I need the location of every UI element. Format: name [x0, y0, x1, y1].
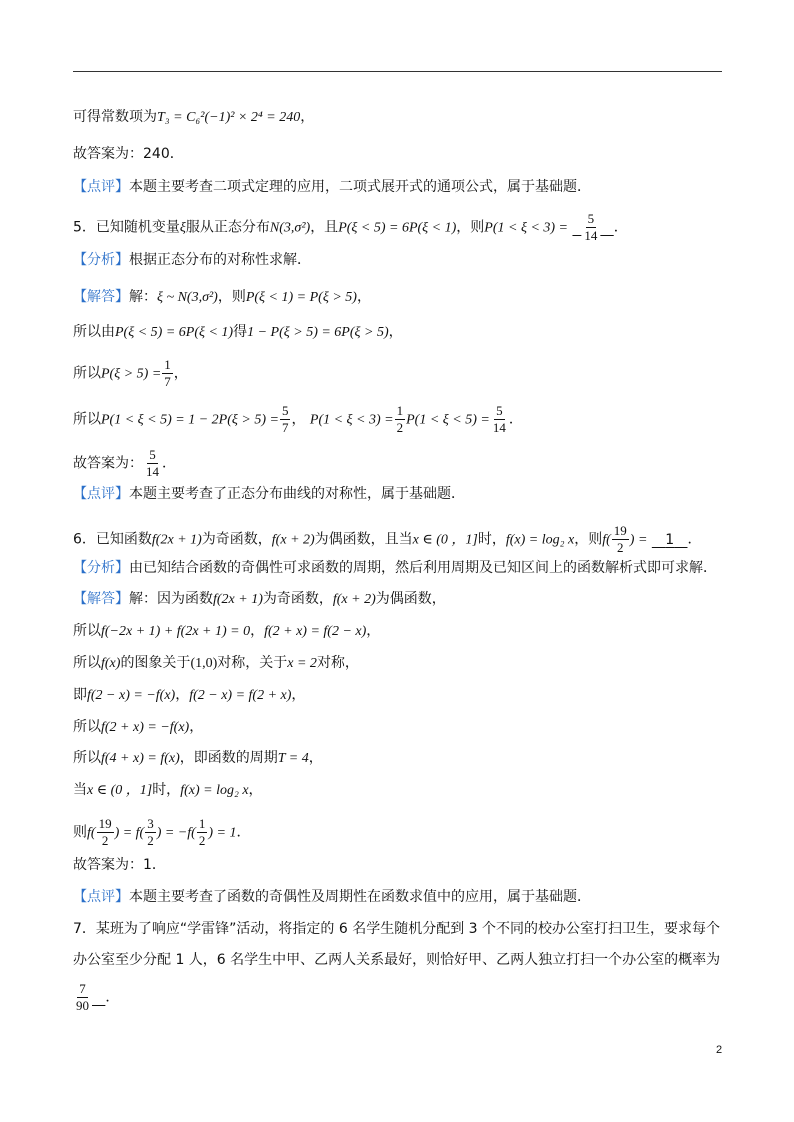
- solution-tag: 【解答】: [73, 289, 129, 305]
- text: 所以: [73, 719, 101, 735]
- text: 故答案为：: [73, 455, 143, 472]
- math-expression: f(2 + x) = −f(x): [101, 720, 190, 735]
- text: ，: [248, 782, 263, 798]
- question-text: 办公室至少分配 1 人，6 名学生中甲、乙两人关系最好，则恰好甲、乙两人独立打扫一个办公室的概率为: [73, 952, 721, 968]
- solution-line: [73, 288, 371, 307]
- text: ，则: [217, 289, 246, 305]
- comment-line: [73, 888, 591, 906]
- math-expression: P(ξ < 5) = 6P(ξ < 1): [115, 325, 234, 340]
- text: ，: [300, 109, 315, 125]
- math-expression: P(1 < ξ < 5) = 1 − 2P(ξ > 5) =: [101, 412, 279, 428]
- analysis-tag: 【分析】: [73, 252, 129, 268]
- text: 服从正态分布: [185, 219, 270, 236]
- denominator: 14: [492, 420, 506, 435]
- fraction: [280, 404, 291, 435]
- math-expression: ξ ~ N(3,σ²): [157, 290, 218, 305]
- solution-step: [73, 686, 305, 705]
- denominator: 7: [281, 420, 289, 435]
- answer-blank: [652, 531, 688, 549]
- math-expression: x = 2: [287, 656, 317, 671]
- question-7: [73, 920, 720, 938]
- math-expression: P(1 < ξ < 5) =: [406, 412, 490, 428]
- question-6: [73, 524, 701, 555]
- text: ，: [250, 623, 265, 639]
- math-expression: f(2 + x) = f(2 − x): [264, 624, 367, 639]
- fraction: [491, 404, 508, 435]
- text: 则: [73, 824, 87, 841]
- fraction: [197, 817, 208, 848]
- math-expression: f(x): [101, 656, 121, 671]
- solution-step: [73, 749, 323, 768]
- text: ，: [366, 623, 381, 639]
- text: ．: [105, 989, 120, 1006]
- math-expression: x ∈ (0 ，1]: [412, 532, 478, 548]
- analysis-text: 由已知结合函数的奇偶性可求函数的周期，然后利用周期及已知区间上的函数解析式即可求解．: [129, 560, 717, 576]
- numerator: 19: [613, 523, 627, 538]
- answer-text: 故答案为：1．: [73, 857, 166, 873]
- text: ，: [356, 289, 371, 305]
- denominator: 14: [146, 464, 159, 479]
- answer-value: 1: [665, 531, 675, 548]
- text: 可得常数项为: [73, 109, 157, 125]
- text: 所以: [73, 365, 101, 382]
- page-number: 2: [716, 1044, 723, 1056]
- text: 当: [73, 782, 87, 798]
- solution-step: [73, 404, 523, 435]
- fraction: [612, 524, 629, 555]
- math-expression: f(4 + x) = f(x): [101, 751, 180, 766]
- fraction: [582, 212, 599, 243]
- text: 为偶函数，: [375, 591, 446, 607]
- fraction: [395, 404, 406, 435]
- math-expression: (1,0): [190, 656, 218, 671]
- comment-tag: 【点评】: [73, 486, 129, 502]
- answer-blank: [572, 212, 613, 243]
- comment-line: [73, 485, 465, 503]
- text: 解：因为函数: [129, 591, 213, 607]
- comment-text: 本题主要考查了正态分布曲线的对称性，属于基础题．: [129, 486, 465, 502]
- fraction: [145, 817, 156, 848]
- numerator: 1: [396, 403, 404, 418]
- math-expression: f(2x + 1): [151, 532, 202, 548]
- answer-blank: [92, 989, 105, 1007]
- text: ，: [189, 719, 204, 735]
- text: ，: [308, 750, 323, 766]
- text: 时，: [477, 531, 506, 548]
- comment-text: 本题主要考查二项式定理的应用，二项式展开式的通项公式，属于基础题．: [129, 179, 591, 195]
- analysis-line: [73, 251, 311, 269]
- text: 6．已知函数: [73, 531, 152, 548]
- solution-step: [73, 654, 359, 673]
- math-symbol: ξ: [179, 220, 186, 236]
- fraction: [74, 982, 91, 1013]
- comment-text: 本题主要考查了函数的奇偶性及周期性在函数求值中的应用，属于基础题．: [129, 889, 591, 905]
- denominator: 90: [76, 998, 89, 1013]
- math-expression: ) =: [629, 532, 648, 548]
- answer-line: [73, 145, 184, 163]
- math-expression: f(x) = log₂ x: [180, 783, 249, 798]
- text: 所以: [73, 750, 101, 766]
- solution-step: [73, 718, 203, 737]
- comment-line: [73, 178, 591, 196]
- text: ．: [508, 411, 523, 428]
- text: 所以: [73, 623, 101, 639]
- numerator: 7: [79, 981, 86, 996]
- text: 所以: [73, 411, 101, 428]
- math-expression: ) = 1: [208, 825, 237, 841]
- solution-step: [73, 817, 250, 848]
- math-expression: P(1 < ξ < 3) =: [309, 412, 394, 428]
- math-expression: f(2x + 1): [213, 592, 263, 607]
- math-expression: T₃ = C₆²(−1)² × 2⁴ = 240: [157, 110, 301, 125]
- analysis-tag: 【分析】: [73, 560, 129, 576]
- fraction: [162, 358, 173, 389]
- text: 时，: [152, 782, 181, 798]
- math-expression: N(3,σ²): [269, 220, 311, 236]
- text: ，即函数的周期: [179, 750, 278, 766]
- text: ，: [291, 687, 306, 703]
- text: ，: [291, 411, 306, 428]
- text: ，: [388, 324, 403, 340]
- text: 对称，: [316, 655, 359, 671]
- text: ．: [687, 531, 702, 548]
- answer-line: [73, 856, 166, 874]
- math-expression: 1 − P(ξ > 5) = 6P(ξ > 5): [247, 325, 389, 340]
- text: 所以由: [73, 324, 115, 340]
- numerator: 19: [98, 816, 112, 831]
- text: 对称，关于: [217, 655, 288, 671]
- text: ，: [175, 687, 190, 703]
- numerator: 1: [198, 816, 206, 831]
- math-expression: x ∈ (0 ，1]: [87, 783, 153, 798]
- answer-text: 故答案为：240．: [73, 146, 184, 162]
- numerator: 5: [281, 403, 289, 418]
- denominator: 2: [617, 540, 624, 555]
- text: 解：: [129, 289, 157, 305]
- solution-step: [73, 323, 403, 342]
- line-constant-term: [73, 108, 314, 127]
- math-expression: f(: [87, 825, 96, 841]
- math-expression: ) = f(: [114, 825, 145, 841]
- text: ．: [162, 455, 176, 472]
- text: ，则: [456, 219, 485, 236]
- text: 即: [73, 687, 87, 703]
- math-expression: f(: [602, 532, 611, 548]
- text: 为奇函数，: [262, 591, 333, 607]
- denominator: 2: [396, 420, 404, 435]
- comment-tag: 【点评】: [73, 179, 129, 195]
- text: 5．已知随机变量: [73, 219, 180, 236]
- math-expression: f(x + 2): [271, 532, 315, 548]
- text: 的图象关于: [120, 655, 191, 671]
- math-expression: P(ξ < 1) = P(ξ > 5): [245, 290, 357, 305]
- denominator: 2: [198, 833, 206, 848]
- header-rule: [73, 71, 722, 72]
- comment-tag: 【点评】: [73, 889, 129, 905]
- math-expression: P(ξ < 5) = 6P(ξ < 1): [338, 220, 457, 236]
- numerator: 5: [587, 211, 595, 226]
- text: ．: [613, 219, 628, 236]
- denominator: 2: [147, 833, 154, 848]
- question-5: [73, 212, 628, 243]
- math-expression: P(ξ > 5) =: [101, 366, 162, 382]
- numerator: 3: [147, 816, 154, 831]
- text: 所以: [73, 655, 101, 671]
- denominator: 14: [584, 228, 598, 243]
- numerator: 1: [164, 357, 171, 372]
- solution-tag: 【解答】: [73, 591, 129, 607]
- text: 为偶函数，且当: [314, 531, 413, 548]
- math-expression: ) = −f(: [156, 825, 196, 841]
- analysis-line: [73, 559, 717, 577]
- question-7-answer: [73, 982, 119, 1013]
- math-expression: f(x + 2): [332, 592, 376, 607]
- numerator: 5: [149, 447, 156, 462]
- answer-line: [73, 448, 176, 479]
- math-expression: T = 4: [277, 751, 309, 766]
- denominator: 7: [164, 374, 171, 389]
- analysis-text: 根据正态分布的对称性求解．: [129, 252, 311, 268]
- fraction: [144, 448, 161, 479]
- math-expression: f(2 − x) = −f(x): [87, 688, 176, 703]
- numerator: 5: [496, 403, 503, 418]
- denominator: 2: [101, 833, 109, 848]
- math-expression: P(1 < ξ < 3) =: [484, 220, 568, 236]
- math-expression: f(2 − x) = f(2 + x): [189, 688, 292, 703]
- solution-step: [73, 358, 188, 389]
- solution-step: [73, 622, 380, 641]
- question-text: 7．某班为了响应“学雷锋”活动，将指定的 6 名学生随机分配到 3 个不同的校办公室打扫卫生，要求每个: [73, 921, 721, 937]
- text: ．: [236, 824, 251, 841]
- math-expression: f(−2x + 1) + f(2x + 1) = 0: [101, 624, 251, 639]
- text: ，且: [310, 219, 339, 236]
- math-expression: f(x) = log₂ x: [505, 532, 575, 548]
- fraction: [97, 817, 114, 848]
- text: ，: [173, 365, 188, 382]
- question-7-continued: [73, 951, 720, 969]
- text: 为奇函数，: [201, 531, 272, 548]
- text: 得: [233, 324, 248, 340]
- text: ，则: [574, 531, 603, 548]
- solution-line: [73, 590, 446, 609]
- solution-step: [73, 781, 263, 800]
